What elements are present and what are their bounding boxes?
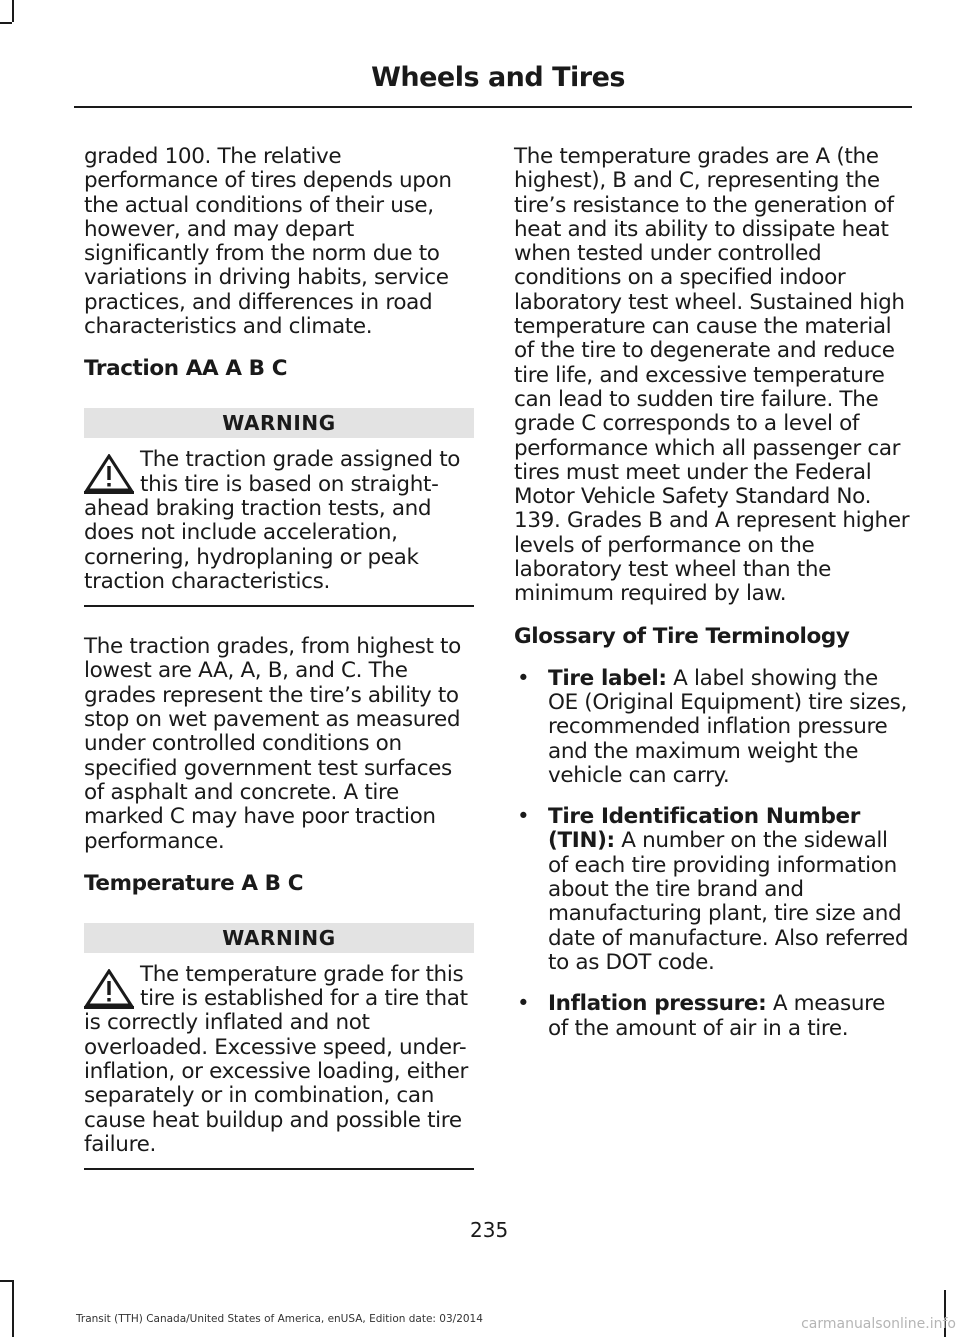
glossary-item [514, 992, 910, 1041]
warning-triangle-icon [84, 969, 134, 1009]
temperature-heading: Temperature A B C [84, 870, 304, 896]
warning-box [84, 448, 474, 607]
crop-mark [0, 22, 12, 24]
crop-mark [12, 0, 14, 22]
glossary-heading: Glossary of Tire Terminology [514, 623, 850, 649]
glossary-definition: A measure of the amount of air in a tire. [548, 991, 886, 1041]
warning-box [84, 963, 474, 1170]
warning-text: The temperature grade for this tire is established for a tire that is correctly inflated and not overloaded. Excessive speed, under-inflation, or excessive loading, either separately or in combination, can cause heat buildup and possible tire failure. [84, 961, 468, 1157]
glossary-definition: A number on the sidewall of each tire providing information about the tire brand and manufacturing plant, tire size and date of manufacture. Also referred to as DOT code. [548, 828, 909, 975]
header-divider [74, 106, 912, 108]
glossary-definition: A label showing the OE (Original Equipment) tire sizes, recommended inflation pressure and the maximum weight the vehicle can carry. [548, 665, 907, 788]
traction-paragraph: The traction grades, from highest to lowest are AA, A, B, and C. The grades represent the tire’s ability to stop on wet pavement as measured under controlled conditions on specified government test surfaces of asphalt and concrete. A tire marked C may have poor traction performance. [84, 634, 461, 854]
glossary-term: Inflation pressure: [548, 991, 767, 1017]
warning-triangle-icon [84, 454, 134, 494]
bullet: • [517, 665, 530, 691]
page-title: Wheels and Tires [371, 62, 625, 93]
watermark: carmanualsonline.info [801, 1316, 956, 1332]
page-number: 235 [470, 1218, 509, 1242]
bullet: • [517, 804, 530, 830]
bullet: • [517, 991, 530, 1017]
glossary-term: Tire Identification Number (TIN): [548, 804, 860, 854]
right-column [514, 145, 910, 1058]
left-column [84, 145, 474, 1198]
crop-mark [12, 1280, 14, 1337]
warning-banner: WARNING [84, 923, 474, 953]
glossary-item [514, 805, 910, 975]
crop-mark [0, 1280, 12, 1282]
temperature-paragraph: The temperature grades are A (the highest), B and C, representing the tire’s resistance to the generation of heat and its ability to dissipate heat when tested under controlled conditions on a specified indoor laboratory test wheel. Sustained high temperature can cause the material of the tire to degenerate and reduce tire life, and excessive temperature can lead to sudden tire failure. The grade C corresponds to a level of performance which all passenger car tires must meet under the Federal Motor Vehicle Safety Standard No. 139. Grades B and A represent higher levels of performance on the laboratory test wheel than the minimum required by law. [514, 144, 910, 607]
glossary-item [514, 667, 910, 788]
traction-heading: Traction AA A B C [84, 356, 288, 382]
glossary-list [514, 667, 910, 1041]
glossary-term: Tire label: [548, 665, 667, 691]
edition-footer: Transit (TTH) Canada/United States of America, enUSA, Edition date: 03/2014 [76, 1313, 483, 1325]
warning-text: The traction grade assigned to this tire is based on straight-ahead braking traction tests, and does not include acceleration, cornering, hydroplaning or peak traction characteristics. [84, 447, 461, 594]
intro-paragraph: graded 100. The relative performance of tires depends upon the actual conditions of their use, however, and may depart significantly from the norm due to variations in driving habits, service practices, and differences in road characteristics and climate. [84, 144, 452, 340]
warning-banner: WARNING [84, 408, 474, 438]
